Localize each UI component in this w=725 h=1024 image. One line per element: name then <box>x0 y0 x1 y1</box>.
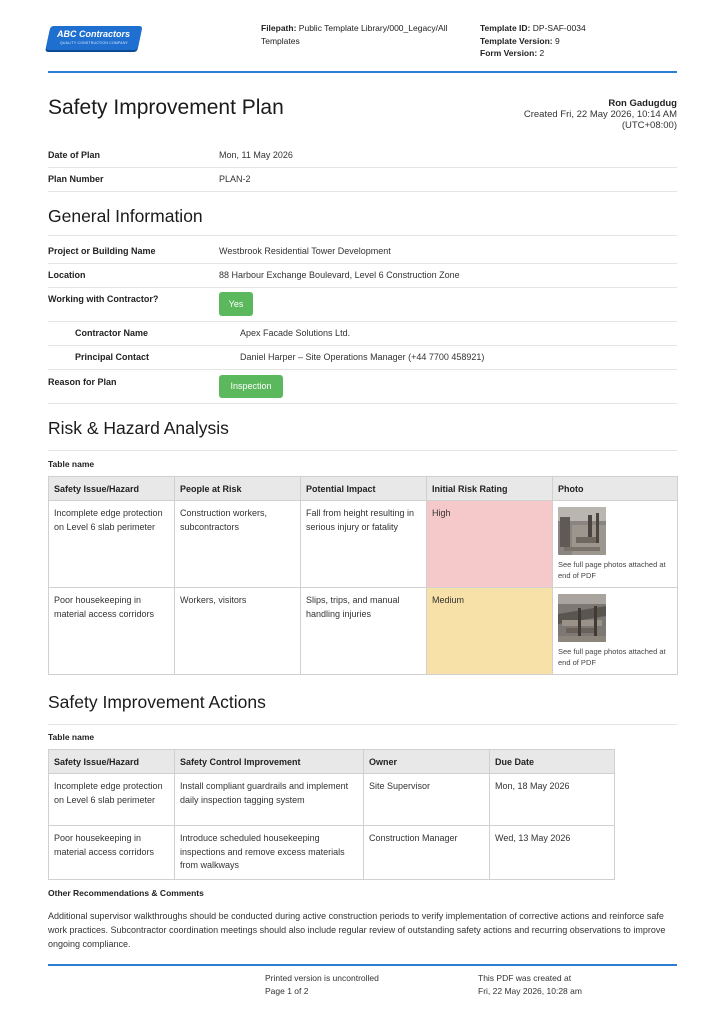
column-header: Safety Issue/Hazard <box>49 477 175 501</box>
created-timezone: (UTC+08:00) <box>621 120 677 131</box>
section-divider <box>48 450 677 451</box>
section-divider <box>48 724 677 725</box>
control-cell: Introduce scheduled housekeeping inspections and remove excess materials from walkways <box>175 826 364 880</box>
photo-note: See full page photos attached at end of PDF <box>558 647 666 667</box>
pdf-created-value: Fri, 22 May 2026, 10:28 am <box>478 985 582 996</box>
plan-number-row <box>48 168 677 192</box>
recommendations-title: Other Recommendations & Comments <box>48 888 204 898</box>
column-header: Due Date <box>490 750 615 774</box>
column-header: Safety Issue/Hazard <box>49 750 175 774</box>
created-date: Created Fri, 22 May 2026, 10:14 AM <box>523 109 677 120</box>
risk-rating-high-cell: High <box>427 501 553 588</box>
plan-number-value: PLAN-2 <box>219 174 251 184</box>
site-photo-thumbnail[interactable] <box>558 594 606 642</box>
column-header: Owner <box>364 750 490 774</box>
reason-for-plan-row <box>48 370 677 404</box>
people-cell: Workers, visitors <box>175 588 301 675</box>
general-information-heading: General Information <box>48 206 203 226</box>
principal-contact-row <box>48 346 677 370</box>
filepath-meta <box>261 22 461 47</box>
impact-cell: Fall from height resulting in serious injury or fatality <box>301 501 427 588</box>
owner-cell: Site Supervisor <box>364 774 490 826</box>
column-header: Photo <box>553 477 678 501</box>
date-of-plan-value: Mon, 11 May 2026 <box>219 150 293 160</box>
uncontrolled-notice: Printed version is uncontrolled <box>265 973 379 983</box>
page-number: Page 1 of 2 <box>265 985 309 996</box>
risk-table-name: Table name <box>48 459 95 469</box>
filepath-label: Filepath: <box>261 23 297 33</box>
due-date-cell: Wed, 13 May 2026 <box>490 826 615 880</box>
photo-cell <box>553 588 678 675</box>
page-title: Safety Improvement Plan <box>48 96 284 119</box>
contractor-name-label: Contractor Name <box>75 328 149 338</box>
template-id-label: Template ID: <box>480 23 531 33</box>
control-cell: Install compliant guardrails and implement daily inspection tagging system <box>175 774 364 826</box>
safety-actions-heading: Safety Improvement Actions <box>48 692 266 712</box>
column-header: Initial Risk Rating <box>427 477 553 501</box>
project-name-value: Westbrook Residential Tower Development <box>219 246 391 256</box>
section-divider <box>48 235 677 236</box>
safety-actions-table <box>48 749 615 880</box>
reason-for-plan-label: Reason for Plan <box>48 377 117 387</box>
template-version-label: Template Version: <box>480 35 553 46</box>
pdf-created-label: This PDF was created at <box>478 973 572 983</box>
working-with-contractor-label: Working with Contractor? <box>48 294 159 304</box>
project-name-row <box>48 240 677 264</box>
filepath-value: Public Template Library/000_Legacy/All Templates <box>261 23 448 46</box>
hazard-cell: Incomplete edge protection on Level 6 slab perimeter <box>49 774 175 826</box>
contractor-name-value: Apex Facade Solutions Ltd. <box>240 328 351 338</box>
date-of-plan-row <box>48 144 677 168</box>
author-name: Ron Gadugdug <box>608 98 677 109</box>
risk-hazard-heading: Risk & Hazard Analysis <box>48 418 229 438</box>
form-version-value: 2 <box>539 48 545 58</box>
footer-left <box>265 972 379 997</box>
site-photo-thumbnail[interactable] <box>558 507 606 555</box>
contractor-name-row <box>48 322 677 346</box>
table-header-row <box>49 750 615 774</box>
column-header: People at Risk <box>175 477 301 501</box>
logo-tagline: QUALITY CONSTRUCTION COMPANY <box>60 41 129 45</box>
principal-contact-value: Daniel Harper – Site Operations Manager (+44 7700 458921) <box>240 352 485 362</box>
template-version-value: 9 <box>554 35 560 46</box>
location-value: 88 Harbour Exchange Boulevard, Level 6 Construction Zone <box>219 270 460 280</box>
location-row <box>48 264 677 288</box>
column-header: Potential Impact <box>301 477 427 501</box>
reason-inspection-badge: Inspection <box>219 375 283 398</box>
risk-hazard-table <box>48 476 678 675</box>
form-version-label: Form Version: <box>480 48 538 58</box>
people-cell: Construction workers, subcontractors <box>175 501 301 588</box>
actions-table-name: Table name <box>48 732 95 742</box>
photo-cell <box>553 501 678 588</box>
template-meta <box>480 22 680 60</box>
plan-number-label: Plan Number <box>48 174 104 184</box>
contractor-yes-badge: Yes <box>219 292 253 316</box>
due-date-cell: Mon, 18 May 2026 <box>490 774 615 826</box>
location-label: Location <box>48 270 86 280</box>
hazard-cell: Poor housekeeping in material access corridors <box>49 588 175 675</box>
recommendations-text: Additional supervisor walkthroughs should be conducted during active construction periods to verify implementation of corrective actions and reinforce safe work practices. Subcontractor coordination meetings should also include regular review of outstanding safety actions and recurring observations to improve ongoing compliance. <box>48 911 666 949</box>
author-block <box>457 98 677 131</box>
column-header: Safety Control Improvement <box>175 750 364 774</box>
working-with-contractor-row <box>48 288 677 322</box>
table-row <box>49 774 615 826</box>
impact-cell: Slips, trips, and manual handling injuries <box>301 588 427 675</box>
date-of-plan-label: Date of Plan <box>48 150 101 160</box>
header-divider <box>48 71 677 73</box>
hazard-cell: Poor housekeeping in material access corridors <box>49 826 175 880</box>
company-logo <box>48 26 140 50</box>
table-row <box>49 501 678 588</box>
risk-rating-medium-cell: Medium <box>427 588 553 675</box>
project-name-label: Project or Building Name <box>48 246 156 256</box>
hazard-cell: Incomplete edge protection on Level 6 slab perimeter <box>49 501 175 588</box>
table-header-row <box>49 477 678 501</box>
owner-cell: Construction Manager <box>364 826 490 880</box>
footer-divider <box>48 964 677 966</box>
principal-contact-label: Principal Contact <box>75 352 150 362</box>
table-row <box>49 588 678 675</box>
table-row <box>49 826 615 880</box>
photo-note: See full page photos attached at end of PDF <box>558 560 666 580</box>
template-id-value: DP-SAF-0034 <box>532 23 586 33</box>
footer-right <box>478 972 582 997</box>
logo-text: ABC Contractors <box>57 29 131 39</box>
